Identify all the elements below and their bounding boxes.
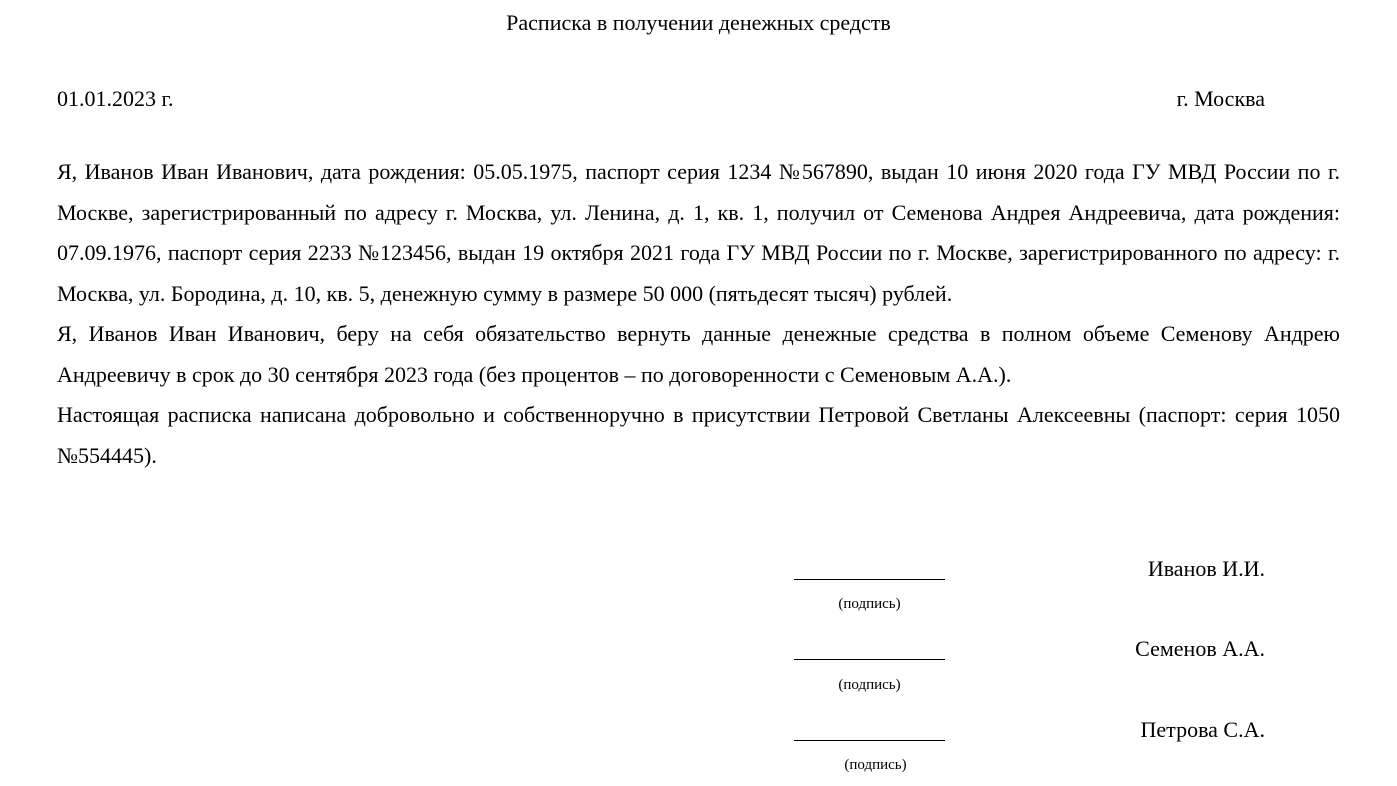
signature-caption: (подпись) bbox=[844, 757, 907, 773]
signature-block-ivanov bbox=[0, 554, 1397, 624]
paragraph-receipt: Я, Иванов Иван Иванович, дата рождения: 05.05.1975, паспорт серия 1234 №567890, выдан 10 июня 2020 года ГУ МВД России по г. Москве, зарегистрированный по адресу г. Москва, ул. Ленина, д. 1, кв. 1, получил от Семенова Андрея Андреевича, дата рождения: 07.09.1976, паспорт серия 2233 №123456, выдан 19 октября 2021 года ГУ МВД России по г. Москве, зарегистрированного по адресу: г. Москва, ул. Бородина, д. 10, кв. 5, денежную сумму в размере 50 000 (пятьдесят тысяч) рублей. bbox=[57, 159, 1340, 306]
signature-line bbox=[794, 740, 945, 741]
signatory-name: Петрова С.А. bbox=[1140, 717, 1265, 742]
paragraph-witness: Настоящая расписка написана добровольно и собственноручно в присутствии Петровой Светланы Алексеевны (паспорт: серия 1050 №554445). bbox=[57, 402, 1340, 468]
document-city: г. Москва bbox=[1176, 86, 1265, 111]
signatory-name: Семенов А.А. bbox=[1135, 636, 1265, 661]
signature-block-semenov bbox=[0, 634, 1397, 704]
document-title: Расписка в получении денежных средств bbox=[506, 10, 891, 35]
signature-line bbox=[794, 579, 945, 580]
signature-caption: (подпись) bbox=[838, 596, 901, 612]
signature-line bbox=[794, 659, 945, 660]
signature-caption: (подпись) bbox=[838, 677, 901, 693]
document-date: 01.01.2023 г. bbox=[57, 86, 174, 111]
signature-block-petrova bbox=[0, 715, 1397, 785]
paragraph-obligation: Я, Иванов Иван Иванович, беру на себя обязательство вернуть данные денежные средства в полном объеме Семенову Андрею Андреевичу в срок до 30 сентября 2023 года (без процентов – по договоренности с Семеновым А.А.). bbox=[57, 321, 1340, 387]
signatory-name: Иванов И.И. bbox=[1147, 556, 1265, 581]
document-body bbox=[57, 152, 1340, 476]
